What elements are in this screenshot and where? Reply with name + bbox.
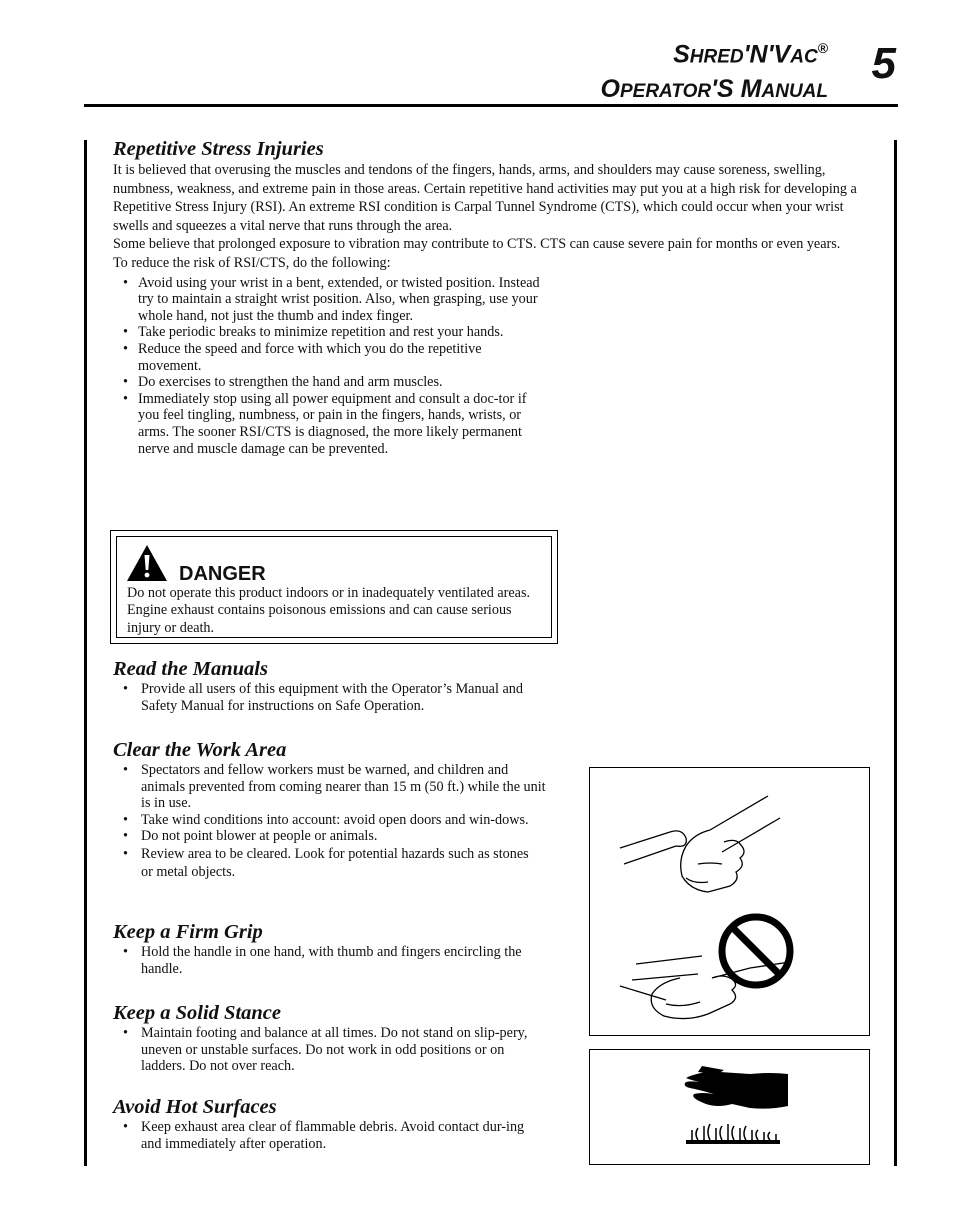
firm-grip-section — [113, 920, 545, 977]
danger-label: DANGER — [179, 563, 266, 585]
list-item: • Avoid using your wrist in a bent, extended, or twisted position. Instead try to maintain a straight wrist position. Also, when grasping, use your whole hand, not just the thumb and index finger. — [113, 275, 543, 325]
list-item: • Do exercises to strengthen the hand and arm muscles. — [113, 374, 543, 391]
header-rule — [84, 104, 898, 107]
list-item: • Reduce the speed and force with which you do the repetitive movement. — [113, 341, 543, 374]
firm-grip-heading: Keep a Firm Grip — [113, 921, 263, 943]
rsi-para-1: It is believed that overusing the muscles and tendons of the fingers, hands, arms, and shoulders may cause soreness, swelling, numbness, weakness, and extreme pain in those areas. Certain repetitive hand activities may put you at a high risk for developing a Repetitive Stress Injury (RSI). An extreme RSI condition is Carpal Tunnel Syndrome (CTS), which could occur when your wrist swells and squeezes a vital nerve that runs through the area. — [113, 162, 857, 234]
hot-surfaces-bullets — [113, 1119, 545, 1152]
solid-stance-heading: Keep a Solid Stance — [113, 1002, 281, 1024]
list-item: • Take wind conditions into account: avoid open doors and win-dows. — [113, 812, 531, 829]
list-item: • Review area to be cleared. Look for potential hazards such as stones or metal objects. — [113, 845, 531, 881]
grip-illustration — [589, 767, 870, 1036]
clear-area-bullets — [113, 762, 549, 881]
manual-title-line1: SHRED'N'VAC® — [673, 40, 828, 69]
rsi-heading: Repetitive Stress Injuries — [113, 138, 324, 160]
hot-surfaces-heading: Avoid Hot Surfaces — [113, 1096, 277, 1118]
manual-title — [601, 32, 828, 108]
read-manuals-section — [113, 657, 545, 714]
hand-grip-icon — [590, 768, 869, 1035]
page-number: 5 — [871, 39, 896, 88]
manual-title-line2: OPERATOR'S MANUAL — [600, 75, 828, 104]
list-item: • Do not point blower at people or animals. — [113, 828, 549, 845]
list-item: • Keep exhaust area clear of flammable debris. Avoid contact dur-ing and immediately after operation. — [113, 1119, 545, 1152]
clear-area-heading: Clear the Work Area — [113, 739, 287, 761]
hot-surfaces-section — [113, 1095, 545, 1152]
list-item: • Provide all users of this equipment with the Operator’s Manual and Safety Manual for instructions on Safe Operation. — [113, 681, 545, 714]
list-item: • Hold the handle in one hand, with thumb and fingers encircling the handle. — [113, 944, 545, 977]
list-item: • Immediately stop using all power equipment and consult a doc-tor if you feel tingling, numbness, or pain in the fingers, hands, wrists, or arms. The sooner RSI/CTS is diagnosed, the more likely permanent nerve and muscle damage can be prevented. — [113, 391, 536, 457]
danger-inner-border — [116, 536, 552, 638]
warning-triangle-icon — [125, 543, 169, 583]
right-margin-bar — [894, 140, 897, 1166]
list-item: • Take periodic breaks to minimize repetition and rest your hands. — [113, 324, 543, 341]
danger-notice — [110, 530, 558, 644]
solid-stance-bullets — [113, 1025, 545, 1075]
list-item: • Spectators and fellow workers must be warned, and children and animals prevented from coming nearer than 15 m (50 ft.) while the unit is in use. — [113, 762, 549, 812]
read-manuals-bullets — [113, 681, 545, 714]
rsi-bullets — [113, 275, 543, 458]
hot-surface-icon — [590, 1050, 869, 1164]
rsi-para-3: To reduce the risk of RSI/CTS, do the following: — [113, 254, 391, 271]
danger-text: Do not operate this product indoors or in inadequately ventilated areas. Engine exhaust contains poisonous emissions and can cause serious injury or death. — [127, 585, 531, 636]
rsi-para-2: Some believe that prolonged exposure to vibration may contribute to CTS. CTS can cause severe pain for months or even years. — [113, 236, 841, 253]
firm-grip-bullets — [113, 944, 545, 977]
solid-stance-section — [113, 1001, 545, 1075]
hot-surface-illustration — [589, 1049, 870, 1165]
rsi-section — [113, 137, 873, 457]
clear-area-section — [113, 738, 549, 881]
list-item: • Maintain footing and balance at all times. Do not stand on slip-pery, uneven or unstable surfaces. Do not work in odd positions or on ladders. Do not over reach. — [113, 1025, 545, 1075]
read-manuals-heading: Read the Manuals — [113, 658, 268, 680]
left-margin-bar — [84, 140, 87, 1166]
